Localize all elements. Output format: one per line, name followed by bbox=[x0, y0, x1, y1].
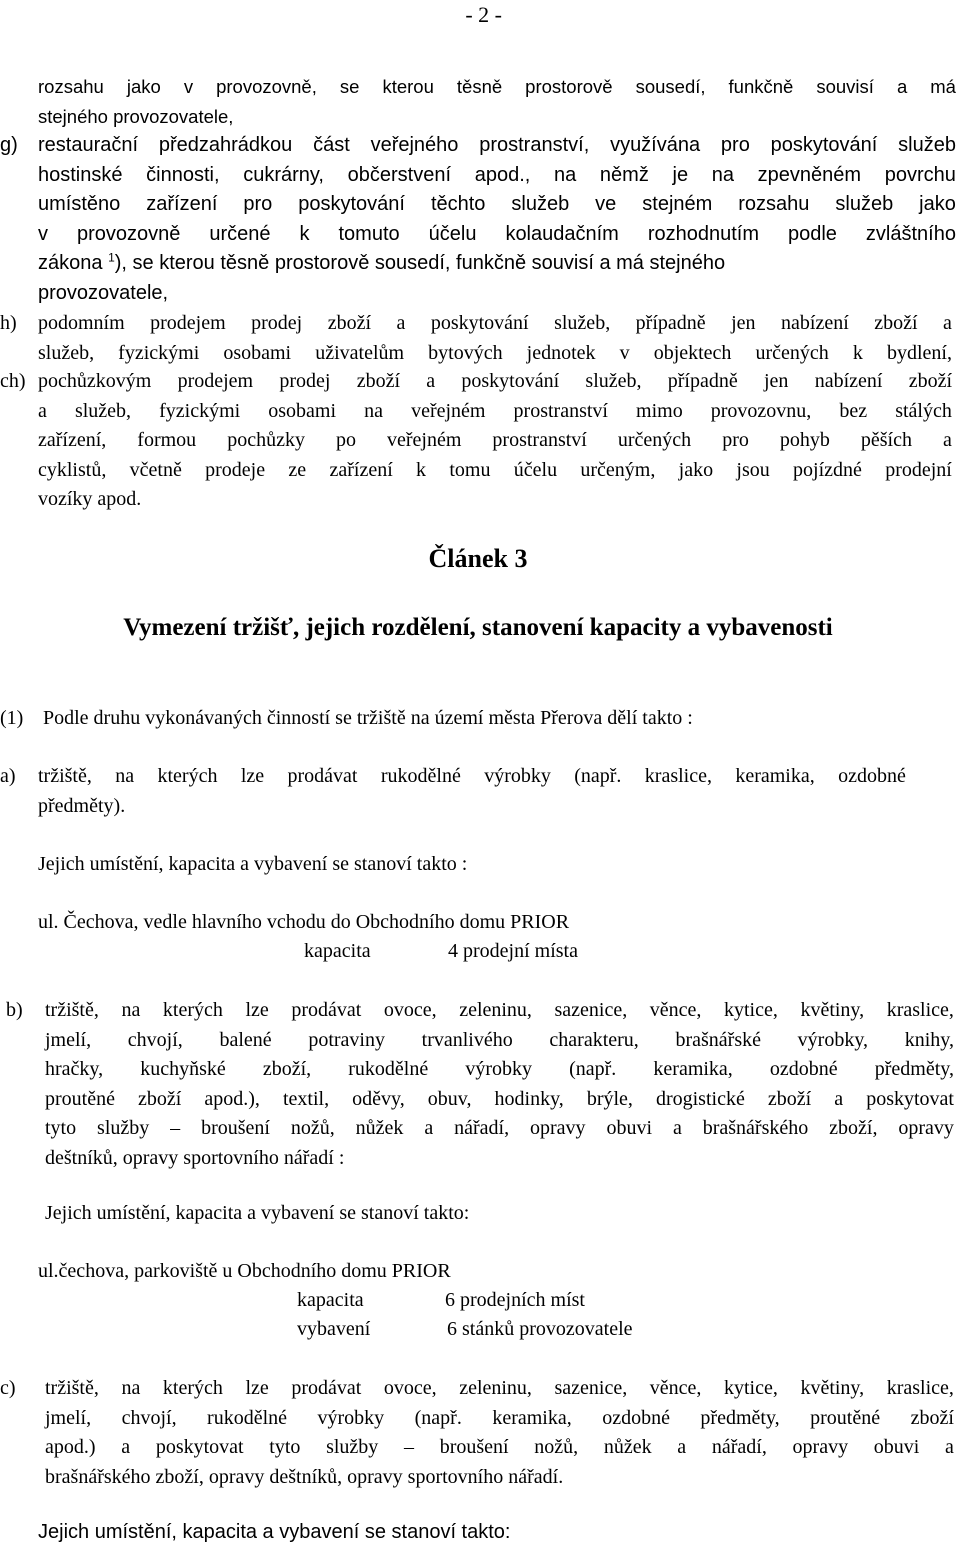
word: zboží, bbox=[829, 1117, 878, 1139]
market-b-equipment-value: 6 stánků provozovatele bbox=[447, 1318, 633, 1340]
word: veřejném bbox=[411, 399, 486, 422]
word: brašnářského bbox=[702, 1117, 809, 1139]
word: lze bbox=[245, 999, 269, 1021]
word: rukodělné bbox=[207, 1406, 288, 1429]
word: broušení bbox=[439, 1436, 509, 1458]
word: ovoce, bbox=[383, 1377, 437, 1399]
word: zboží bbox=[767, 1087, 812, 1110]
word: je bbox=[672, 163, 689, 186]
word: a bbox=[834, 1087, 844, 1110]
word: uživatelům bbox=[315, 341, 405, 364]
word: drogistické bbox=[655, 1087, 745, 1110]
word: apod.), bbox=[204, 1087, 260, 1110]
word: těsně bbox=[456, 76, 503, 97]
word: zboží bbox=[327, 312, 372, 334]
word: kuchyňské bbox=[140, 1058, 226, 1080]
word: zboží bbox=[874, 312, 918, 334]
word: keramika, bbox=[653, 1058, 733, 1080]
word: nářadí, bbox=[454, 1117, 510, 1139]
word: sazenice, bbox=[554, 1377, 628, 1399]
item-g-text bbox=[38, 131, 956, 308]
word: němž bbox=[599, 163, 649, 186]
item-g-line-4 bbox=[38, 220, 956, 250]
word: předměty, bbox=[700, 1406, 780, 1429]
word: kytice, bbox=[724, 1377, 778, 1399]
word: funkčně bbox=[728, 76, 794, 97]
word: hostinské bbox=[38, 163, 123, 186]
word: služeb bbox=[898, 134, 956, 156]
word: zboží bbox=[356, 370, 400, 392]
word: k bbox=[416, 458, 427, 481]
word: restaurační bbox=[38, 134, 139, 156]
word: lze bbox=[245, 1377, 269, 1399]
word: na bbox=[121, 1377, 141, 1399]
market-a-text bbox=[38, 762, 906, 821]
word: osobami bbox=[268, 399, 337, 422]
word: poskytování bbox=[298, 193, 405, 215]
word: občerstvení bbox=[347, 163, 452, 186]
market-a-line-2: předměty). bbox=[38, 794, 126, 817]
market-b-line-1 bbox=[45, 996, 954, 1026]
paragraph-1-label: (1) bbox=[0, 707, 24, 729]
word: kytice, bbox=[724, 999, 778, 1021]
item-g-line-2 bbox=[38, 161, 956, 191]
market-b-line-2 bbox=[45, 1026, 954, 1056]
item-g-line-5 bbox=[38, 249, 956, 279]
word: prodejní bbox=[885, 458, 952, 481]
word: prodej bbox=[279, 370, 331, 392]
market-c-text bbox=[45, 1374, 954, 1492]
word: nožů, bbox=[534, 1436, 579, 1458]
word: určené bbox=[209, 222, 271, 245]
word: chvojí, bbox=[127, 1028, 183, 1051]
word: (např. bbox=[574, 765, 622, 787]
market-b-line-6: deštníků, opravy sportovního nářadí : bbox=[45, 1146, 345, 1169]
word: pro bbox=[722, 429, 749, 451]
word: souvisí bbox=[816, 76, 874, 97]
page-number: - 2 - bbox=[465, 2, 502, 27]
word: na bbox=[121, 999, 141, 1021]
word: bytových bbox=[428, 341, 503, 364]
word: rozhodnutím bbox=[647, 222, 759, 245]
item-h-line-1 bbox=[38, 309, 952, 339]
word: prostranství, bbox=[479, 134, 590, 156]
word: služby bbox=[326, 1436, 379, 1458]
word: veřejném bbox=[387, 429, 462, 451]
article-title: Vymezení tržišť, jejich rozdělení, stanovení kapacity a vybavenosti bbox=[123, 614, 833, 641]
word: na bbox=[115, 765, 135, 787]
word: prodejem bbox=[150, 312, 226, 334]
article-number: Článek 3 bbox=[428, 544, 528, 573]
word: na bbox=[554, 163, 577, 186]
word: chvojí, bbox=[121, 1406, 177, 1429]
word: podle bbox=[787, 222, 837, 245]
word: jmelí, bbox=[45, 1028, 92, 1051]
word: pojízdné bbox=[793, 458, 862, 481]
word: rozsahu bbox=[738, 193, 810, 215]
word: apod.) bbox=[45, 1436, 96, 1458]
word: nabízení bbox=[781, 312, 849, 334]
word: ve bbox=[595, 193, 617, 215]
market-b-placement-intro: Jejich umístění, kapacita a vybavení se stanoví takto: bbox=[45, 1202, 470, 1224]
word: ozdobné bbox=[602, 1406, 670, 1429]
word: prostorově bbox=[525, 76, 613, 97]
item-g-line-5-rest: ), se kterou těsně prostorově sousedí, funkčně souvisí a má stejného bbox=[114, 252, 726, 274]
word: pěších bbox=[860, 429, 912, 451]
word: zeleninu, bbox=[459, 999, 532, 1021]
word: broušení bbox=[201, 1117, 270, 1139]
item-g-label: g) bbox=[0, 134, 18, 156]
word: jako bbox=[678, 458, 714, 481]
word: kterou bbox=[382, 76, 434, 97]
word: prodeje bbox=[205, 458, 266, 481]
word: brašnářské bbox=[675, 1028, 761, 1051]
word: opravy bbox=[792, 1436, 849, 1458]
word: ozdobné bbox=[769, 1058, 838, 1080]
item-ch-line-4 bbox=[38, 456, 952, 486]
word: ze bbox=[288, 458, 307, 481]
word: nůžek bbox=[603, 1436, 652, 1458]
word: určených bbox=[617, 429, 692, 451]
word: jako bbox=[126, 76, 161, 97]
word: zařízení, bbox=[38, 429, 107, 451]
word: bez bbox=[839, 399, 868, 422]
word: těchto bbox=[430, 193, 486, 215]
word: provozovně bbox=[76, 222, 181, 245]
word: na bbox=[364, 399, 383, 422]
word: pro bbox=[720, 134, 750, 156]
word: jmelí, bbox=[45, 1406, 92, 1429]
market-b-text bbox=[45, 996, 954, 1173]
word: (např. bbox=[569, 1058, 617, 1080]
market-b-location: ul.čechova, parkoviště u Obchodního domu PRIOR bbox=[38, 1260, 451, 1282]
word: účelu bbox=[513, 458, 558, 481]
word: zboží bbox=[910, 1406, 954, 1429]
item-h-text bbox=[38, 309, 952, 368]
word: včetně bbox=[129, 458, 182, 481]
word: zboží bbox=[908, 370, 952, 392]
word: provozovnu, bbox=[710, 399, 812, 422]
word: obuvi bbox=[606, 1117, 653, 1139]
item-g-line-6: provozovatele, bbox=[38, 281, 169, 304]
word: věnce, bbox=[649, 1377, 702, 1399]
word: obuv, bbox=[427, 1087, 472, 1110]
word: služeb, bbox=[74, 399, 132, 422]
word: výrobky bbox=[465, 1058, 533, 1080]
word: fyzickými bbox=[118, 341, 200, 364]
word: služeb, bbox=[38, 341, 95, 364]
word: kterých bbox=[162, 1377, 223, 1399]
word: (např. bbox=[414, 1406, 462, 1429]
market-c-placement-intro: Jejich umístění, kapacita a vybavení se stanoví takto: bbox=[38, 1521, 511, 1543]
market-a-location: ul. Čechova, vedle hlavního vchodu do Obchodního domu PRIOR bbox=[38, 911, 570, 933]
word: pro bbox=[243, 193, 273, 215]
item-ch-line-3 bbox=[38, 426, 952, 456]
word: jsou bbox=[736, 458, 770, 481]
word: a bbox=[424, 1117, 434, 1139]
word: výrobky, bbox=[797, 1028, 869, 1051]
word: tomuto bbox=[338, 222, 400, 245]
word: a bbox=[677, 1436, 687, 1458]
market-c-line-1 bbox=[45, 1374, 954, 1404]
market-b-line-4 bbox=[45, 1085, 954, 1115]
word: apod., bbox=[474, 163, 531, 186]
word: – bbox=[404, 1436, 414, 1458]
word: prostranství bbox=[492, 429, 587, 451]
word: hračky, bbox=[45, 1058, 104, 1080]
market-a-placement-intro: Jejich umístění, kapacita a vybavení se stanoví takto : bbox=[38, 853, 468, 875]
word: nůžek bbox=[355, 1117, 404, 1139]
word: prodejem bbox=[177, 370, 254, 392]
market-c-line-3 bbox=[45, 1433, 954, 1463]
word: textil, bbox=[282, 1087, 330, 1110]
word: nářadí, bbox=[711, 1436, 767, 1458]
market-a-line-1 bbox=[38, 762, 906, 792]
word: potraviny bbox=[308, 1028, 385, 1051]
word: služby bbox=[97, 1117, 150, 1139]
word: prodávat bbox=[291, 999, 362, 1021]
word: kterých bbox=[162, 999, 223, 1021]
word: sazenice, bbox=[554, 999, 628, 1021]
word: tržiště, bbox=[45, 1377, 99, 1399]
word: tyto bbox=[45, 1117, 77, 1139]
word: služeb bbox=[835, 193, 894, 215]
word: v bbox=[38, 222, 48, 245]
word: tržiště, bbox=[38, 765, 92, 787]
word: a bbox=[672, 1117, 682, 1139]
word: opravy bbox=[898, 1117, 954, 1139]
market-a-label: a) bbox=[0, 765, 16, 787]
item-ch-label: ch) bbox=[0, 370, 26, 392]
word: k bbox=[299, 222, 310, 245]
word: jen bbox=[731, 312, 756, 334]
market-c-label: c) bbox=[0, 1377, 16, 1399]
word: předměty, bbox=[874, 1058, 954, 1080]
word: brýle, bbox=[586, 1087, 633, 1110]
word: kraslice, bbox=[886, 999, 954, 1021]
market-b-line-3 bbox=[45, 1055, 954, 1085]
word: ovoce, bbox=[383, 999, 437, 1021]
word: formou bbox=[137, 429, 197, 451]
word: bydlení, bbox=[886, 341, 952, 364]
word: mimo bbox=[636, 399, 683, 422]
word: v bbox=[619, 341, 630, 364]
word: k bbox=[852, 341, 863, 364]
word: nabízení bbox=[814, 370, 883, 392]
word: jednotek bbox=[526, 341, 596, 364]
word: keramika, bbox=[735, 765, 815, 787]
word: poskytování bbox=[770, 134, 878, 156]
word: část bbox=[313, 134, 350, 156]
word: zvláštního bbox=[865, 222, 956, 245]
word: stálých bbox=[895, 399, 952, 422]
market-b-equipment-label: vybavení bbox=[297, 1318, 371, 1340]
word: výrobky bbox=[317, 1406, 385, 1429]
market-a-capacity-value: 4 prodejní místa bbox=[448, 940, 578, 962]
word: pohyb bbox=[779, 429, 830, 451]
word: má bbox=[930, 76, 956, 97]
word: tomu bbox=[449, 458, 491, 481]
paragraph-1-text: Podle druhu vykonávaných činností se tržiště na území města Přerova dělí takto : bbox=[43, 707, 693, 729]
footnote-ref[interactable]: 1 bbox=[108, 250, 115, 265]
word: jen bbox=[764, 370, 789, 392]
word: a bbox=[945, 1436, 954, 1458]
word: pochůzky bbox=[227, 429, 305, 451]
word: prostranství bbox=[513, 399, 608, 422]
word: služeb, bbox=[554, 312, 611, 334]
market-c-line-4: brašnářského zboží, opravy deštníků, opravy sportovního nářadí. bbox=[45, 1465, 564, 1488]
word: služeb, bbox=[585, 370, 642, 392]
word: prodávat bbox=[287, 765, 358, 787]
item-ch-line-2 bbox=[38, 397, 952, 427]
item-ch-text bbox=[38, 367, 952, 515]
word: povrchu bbox=[884, 163, 956, 186]
word: se bbox=[339, 76, 360, 97]
word: cukrárny, bbox=[243, 163, 324, 186]
word: určeným, bbox=[580, 458, 656, 481]
word: v bbox=[183, 76, 194, 97]
word: poskytovat bbox=[155, 1436, 244, 1458]
word: poskytování bbox=[430, 312, 529, 334]
word: opravy bbox=[530, 1117, 586, 1139]
word: rukodělné bbox=[348, 1058, 429, 1080]
word: fyzickými bbox=[159, 399, 241, 422]
word: keramika, bbox=[492, 1406, 572, 1429]
word: případně bbox=[667, 370, 738, 392]
word: provozovně, bbox=[216, 76, 317, 97]
word: služeb bbox=[511, 193, 570, 215]
word: květiny, bbox=[800, 999, 865, 1021]
word: a bbox=[121, 1436, 131, 1458]
word: a bbox=[896, 76, 908, 97]
word: zařízení bbox=[329, 458, 393, 481]
word: obuvi bbox=[873, 1436, 920, 1458]
word: knihy, bbox=[904, 1028, 954, 1051]
word: proutěné bbox=[45, 1087, 115, 1110]
word: prodávat bbox=[291, 1377, 362, 1399]
word: a bbox=[426, 370, 436, 392]
word: věnce, bbox=[649, 999, 702, 1021]
intro-line-1 bbox=[38, 72, 956, 102]
market-a-capacity-label: kapacita bbox=[304, 940, 371, 962]
word: objektech bbox=[653, 341, 732, 364]
word: po bbox=[335, 429, 356, 451]
word: rozsahu bbox=[38, 76, 104, 97]
word: kraslice, bbox=[886, 1377, 954, 1399]
word: proutěné bbox=[810, 1406, 881, 1429]
word: zpevněném bbox=[757, 163, 862, 186]
word: cyklistů, bbox=[38, 458, 107, 481]
word: rukodělné bbox=[380, 765, 461, 787]
word: umístěno bbox=[38, 193, 121, 215]
word: nožů, bbox=[290, 1117, 335, 1139]
word: tyto bbox=[269, 1436, 301, 1458]
word: zeleninu, bbox=[459, 1377, 532, 1399]
word: na bbox=[711, 163, 734, 186]
word: kraslice, bbox=[644, 765, 712, 787]
market-c-line-2 bbox=[45, 1404, 954, 1434]
word: zboží bbox=[138, 1087, 182, 1110]
word: veřejného bbox=[370, 134, 459, 156]
word: – bbox=[170, 1117, 181, 1139]
word: balené bbox=[219, 1028, 272, 1051]
item-ch-line-1 bbox=[38, 367, 952, 397]
word: případně bbox=[635, 312, 706, 334]
word: hodinky, bbox=[494, 1087, 564, 1110]
market-b-line-5 bbox=[45, 1114, 954, 1144]
word: činnosti, bbox=[146, 163, 220, 186]
item-g-line-5-start: zákona bbox=[38, 252, 103, 274]
word: zařízení bbox=[146, 193, 218, 215]
word: pochůzkovým bbox=[38, 370, 152, 392]
word: poskytovat bbox=[866, 1087, 954, 1110]
word: tržiště, bbox=[45, 999, 99, 1021]
item-h-label: h) bbox=[0, 312, 17, 334]
word: a bbox=[943, 312, 952, 334]
item-h-line-2 bbox=[38, 339, 952, 369]
market-b-label: b) bbox=[6, 999, 23, 1021]
word: využívána bbox=[610, 134, 701, 156]
word: a bbox=[396, 312, 406, 334]
word: kolaudačním bbox=[505, 222, 619, 245]
word: stejném bbox=[642, 193, 713, 215]
intro-line-2: stejného provozovatele, bbox=[38, 105, 234, 127]
intro-continuation bbox=[38, 72, 956, 131]
word: kterých bbox=[157, 765, 218, 787]
word: květiny, bbox=[800, 1377, 865, 1399]
market-b-capacity-value: 6 prodejních míst bbox=[445, 1289, 585, 1311]
word: ozdobné bbox=[838, 765, 906, 787]
word: osobami bbox=[223, 341, 292, 364]
word: prodej bbox=[251, 312, 303, 334]
word: trvanlivého bbox=[421, 1028, 513, 1051]
word: a bbox=[943, 429, 952, 451]
word: charakteru, bbox=[549, 1028, 639, 1051]
word: zboží, bbox=[262, 1058, 312, 1080]
word: poskytování bbox=[461, 370, 560, 392]
item-g-line-3 bbox=[38, 190, 956, 220]
word: podomním bbox=[38, 312, 125, 334]
word: účelu bbox=[428, 222, 477, 245]
word: předzahrádkou bbox=[158, 134, 293, 156]
word: a bbox=[38, 399, 47, 422]
item-g-line-1 bbox=[38, 131, 956, 161]
word: lze bbox=[240, 765, 265, 787]
word: výrobky bbox=[484, 765, 551, 787]
word: sousedí, bbox=[635, 76, 706, 97]
word: oděvy, bbox=[352, 1087, 405, 1110]
market-b-capacity-label: kapacita bbox=[297, 1289, 364, 1311]
word: jako bbox=[919, 193, 956, 215]
item-ch-line-5: vozíky apod. bbox=[38, 488, 142, 510]
word: určených bbox=[755, 341, 829, 364]
